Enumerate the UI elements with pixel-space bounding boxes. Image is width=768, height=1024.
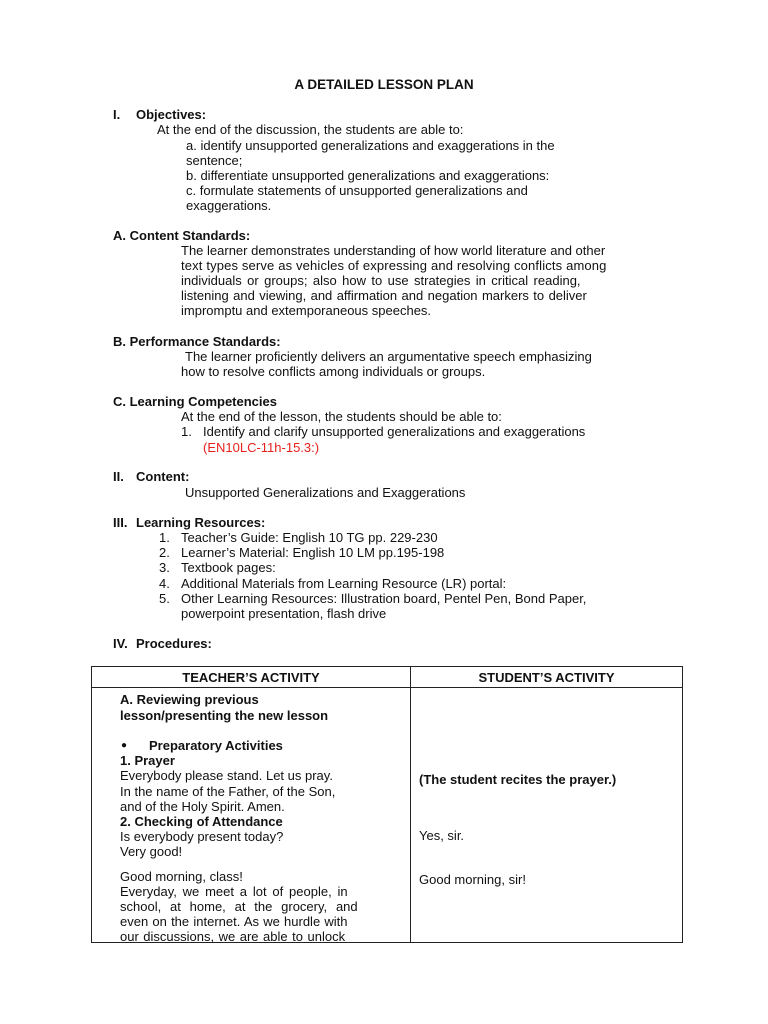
procedures-table <box>91 666 683 943</box>
competency-number: 1. <box>181 424 192 439</box>
content-text: Unsupported Generalizations and Exaggerations <box>185 485 466 500</box>
attendance-line: Very good! <box>120 844 183 859</box>
procedures-number: IV. <box>113 636 128 651</box>
teacher-greeting: Good morning, class! <box>120 869 243 884</box>
objective-line: sentence; <box>186 153 243 168</box>
resource-item: Teacher’s Guide: English 10 TG pp. 229-230 <box>181 530 438 545</box>
content-standards-heading: A. Content Standards: <box>113 228 251 243</box>
bullet-icon: ● <box>121 740 128 751</box>
teacher-paragraph-line: school, at home, at the grocery, and <box>120 899 358 914</box>
student-greeting-response: Good morning, sir! <box>419 872 526 887</box>
performance-standards-heading: B. Performance Standards: <box>113 334 281 349</box>
learning-competencies-intro: At the end of the lesson, the students should be able to: <box>181 409 502 424</box>
learning-competencies-heading: C. Learning Competencies <box>113 394 277 409</box>
teacher-paragraph-line: Everyday, we meet a lot of people, in <box>120 884 348 899</box>
document-title: A DETAILED LESSON PLAN <box>294 77 474 92</box>
resource-item: Textbook pages: <box>181 560 276 575</box>
student-attendance-response: Yes, sir. <box>419 828 465 843</box>
content-standards-line: text types serve as vehicles of expressing and resolving conflicts among <box>181 258 607 273</box>
content-standards-line: impromptu and extemporaneous speeches. <box>181 303 432 318</box>
objective-line: c. formulate statements of unsupported generalizations and <box>186 183 528 198</box>
performance-standards-line: The learner proficiently delivers an argumentative speech emphasizing <box>185 349 592 364</box>
resource-item: Additional Materials from Learning Resource (LR) portal: <box>181 576 507 591</box>
table-header-row <box>92 667 683 688</box>
objectives-heading: Objectives: <box>136 107 207 122</box>
prayer-heading: 1. Prayer <box>120 753 175 768</box>
resource-number: 5. <box>159 591 170 606</box>
procedures-heading: Procedures: <box>136 636 212 651</box>
resource-number: 4. <box>159 576 170 591</box>
content-standards-line: The learner demonstrates understanding of how world literature and other <box>181 243 606 258</box>
objective-line: b. differentiate unsupported generalizations and exaggerations: <box>186 168 550 183</box>
objective-line: exaggerations. <box>186 198 272 213</box>
resource-item-continued: powerpoint presentation, flash drive <box>181 606 387 621</box>
resource-item: Other Learning Resources: Illustration board, Pentel Pen, Bond Paper, <box>181 591 587 606</box>
teacher-activity-header: TEACHER’S ACTIVITY <box>92 667 411 688</box>
resource-number: 2. <box>159 545 170 560</box>
section-a-title: A. Reviewing previous <box>120 692 259 707</box>
teacher-paragraph-line: even on the internet. As we hurdle with <box>120 914 348 929</box>
content-number: II. <box>113 469 124 484</box>
competency-item: Identify and clarify unsupported generalizations and exaggerations <box>203 424 586 439</box>
student-activity-header: STUDENT’S ACTIVITY <box>411 667 683 688</box>
objectives-number: I. <box>113 107 121 122</box>
teacher-paragraph-line: our discussions, we are able to unlock <box>120 929 346 944</box>
preparatory-activities-label: Preparatory Activities <box>149 738 283 753</box>
content-heading: Content: <box>136 469 190 484</box>
resource-number: 1. <box>159 530 170 545</box>
attendance-line: Is everybody present today? <box>120 829 284 844</box>
attendance-heading: 2. Checking of Attendance <box>120 814 283 829</box>
prayer-line: and of the Holy Spirit. Amen. <box>120 799 285 814</box>
section-a-title-cont: lesson/presenting the new lesson <box>120 708 329 723</box>
objectives-intro: At the end of the discussion, the students are able to: <box>157 122 464 137</box>
performance-standards-line: how to resolve conflicts among individuals or groups. <box>181 364 486 379</box>
competency-code: (EN10LC-11h-15.3:) <box>203 440 320 455</box>
content-standards-line: listening and viewing, and affirmation and negation markers to deliver <box>181 288 587 303</box>
table-row <box>92 688 683 943</box>
content-standards-line: individuals or groups; also how to use strategies in critical reading, <box>181 273 581 288</box>
resource-number: 3. <box>159 560 170 575</box>
student-prayer-response: (The student recites the prayer.) <box>419 772 617 787</box>
objective-line: a. identify unsupported generalizations and exaggerations in the <box>186 138 555 153</box>
student-activity-cell <box>411 688 683 943</box>
teacher-activity-cell <box>92 688 411 943</box>
prayer-line: In the name of the Father, of the Son, <box>120 784 336 799</box>
prayer-line: Everybody please stand. Let us pray. <box>120 768 333 783</box>
learning-resources-number: III. <box>113 515 128 530</box>
resource-item: Learner’s Material: English 10 LM pp.195-198 <box>181 545 445 560</box>
learning-resources-heading: Learning Resources: <box>136 515 266 530</box>
